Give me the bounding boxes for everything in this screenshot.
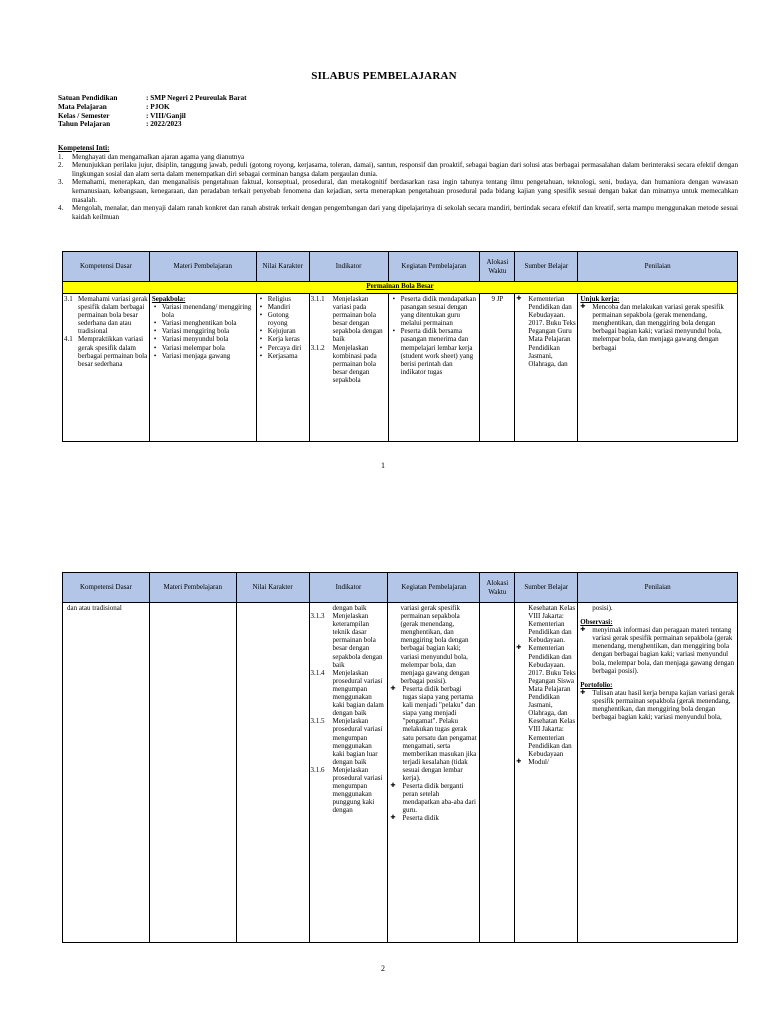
- meta-key: Kelas / Semester: [58, 110, 110, 120]
- sumber-continued: Kesehatan Kelas VIII Jakarta: Kementerian Pendidikan dan Kebudayaan.: [528, 604, 576, 645]
- numbered-item: [311, 717, 386, 766]
- item-number: 3.1.1: [310, 295, 325, 303]
- column-header: Alokasi Waktu: [480, 573, 515, 603]
- column-header: Penilaian: [578, 573, 738, 603]
- page-number: 1: [381, 461, 385, 470]
- ki-item: [58, 161, 738, 178]
- nilai-item: • Mandiri: [258, 303, 308, 311]
- column-header: Kegiatan Pembelajaran: [388, 252, 480, 282]
- ki-text: Menghayati dan mengamalkan ajaran agama yang dianutnya: [72, 152, 245, 161]
- kompetensi-inti: [58, 144, 738, 221]
- column-header: Materi Pembelajaran: [149, 573, 236, 603]
- column-header: Kegiatan Pembelajaran: [388, 573, 480, 603]
- nilai-item: • Gotong royong: [258, 311, 308, 327]
- meta-value: : 2022/2023: [146, 119, 182, 129]
- nilai-item: • Religius: [258, 295, 308, 303]
- item-text: Memahami variasi gerak spesifik dalam berbagai permainan bola besar sederhana dan atau tradisional: [78, 295, 148, 336]
- item-number: 3.1.5: [310, 717, 325, 726]
- column-header: Nilai Karakter: [256, 252, 309, 282]
- kegiatan-item: • Peserta didik mendapatkan pasangan sesuai dengan yang ditentukan guru melalui permainan: [391, 295, 478, 327]
- meta-row: [58, 120, 247, 129]
- numbered-item: [311, 669, 386, 718]
- ki-item: [58, 178, 738, 204]
- column-header: Kompetensi Dasar: [63, 252, 150, 282]
- item-number: 3.1: [64, 295, 73, 303]
- kd-continued: dan atau tradisional: [67, 604, 122, 612]
- penilaian-continued: posisi).: [592, 604, 613, 612]
- meta-key: Tahun Pelajaran: [58, 119, 111, 129]
- penilaian-heading: Unjuk kerja:: [580, 295, 620, 303]
- column-header: Materi Pembelajaran: [149, 252, 256, 282]
- portofolio-item: ✚ Tulisan atau hasil kerja berupa kajian variasi gerak spesifik permainan sepakbola (gerak menendang, menghentikan, dan menggiring bola dengan berbagai bagian kaki; variasi menyundul bola,: [580, 689, 735, 721]
- ki-text: Mengolah, menalar, dan menyaji dalam ranah konkret dan ranah abstrak terkait dengan pengembangan dari yang dipelajarinya di sekolah secara mandiri, bertindak secara efektif dan kreatif, serta mampu menggunakan metode sesuai kaidah keilmuan: [72, 204, 738, 221]
- column-header: Kompetensi Dasar: [63, 573, 150, 603]
- materi-item: • Variasi menghentikan bola: [152, 319, 255, 327]
- sumber-item: ✚ Modul/: [516, 758, 576, 766]
- numbered-item: [311, 295, 386, 344]
- column-header: Sumber Belajar: [515, 252, 578, 282]
- item-number: 3.1.2: [310, 343, 325, 352]
- ki-number: 4.: [58, 204, 64, 213]
- penilaian-item: ✚ Mencoba dan melakukan variasi gerak spesifik permainan sepakbola (gerak menendang, menghentikan, dan menggiring bola dengan berbagai bagian kaki; variasi menyundul bola, melempar bola, dan menjaga gawang dengan berbagai: [580, 303, 735, 352]
- observasi-item: ✚ menyimak informasi dan peragaan materi tentang variasi gerak spesifik permainan sepakbola (gerak menendang, menghentikan, dan menggiring bola dengan berbagai bagian kaki; variasi menyundul bola, melempar bola, dan menjaga gawang dengan berbagai posisi).: [580, 626, 735, 675]
- nilai-item: • Kerjasama: [258, 352, 308, 360]
- item-text: Menjelaskan keterampilan teknik dasar permainan bola besar dengan sepakbola dengan baik: [332, 612, 383, 669]
- syllabus-table-page-1: [62, 251, 738, 442]
- nilai-item: • Percaya diri: [258, 344, 308, 352]
- item-text: Menjelaskan variasi pada permainan bola besar dengan sepakbola dengan baik: [332, 295, 383, 344]
- alokasi-waktu: 9 JP: [491, 295, 504, 303]
- item-number: 4.1: [64, 335, 73, 344]
- ki-number: 1.: [58, 152, 64, 161]
- column-header: Indikator: [309, 252, 388, 282]
- materi-item: • Variasi menggiring bola: [152, 327, 255, 335]
- nilai-item: • Kerja keras: [258, 335, 308, 343]
- syllabus-table-page-2: [62, 572, 738, 943]
- numbered-item: [311, 766, 386, 815]
- item-text: Menjelaskan prosedural variasi mengumpan menggunakan punggung kaki dengan: [332, 765, 383, 815]
- ki-number: 2.: [58, 161, 64, 170]
- column-header: Indikator: [309, 573, 388, 603]
- numbered-item: [64, 335, 149, 367]
- item-number: 3.1.4: [310, 668, 325, 677]
- document-meta: [58, 94, 247, 129]
- observasi-heading: Observasi:: [580, 618, 613, 627]
- kegiatan-item: ✚ Peserta didik berganti peran setelah mendapatkan aba-aba dari guru.: [390, 782, 477, 814]
- column-header: Sumber Belajar: [515, 573, 578, 603]
- ki-text: Memahami, menerapkan, dan menganalisis pengetahuan faktual, konseptual, prosedural, dan metakognitif berdasarkan rasa ingin tahunya tentang ilmu pengetahuan, teknologi, seni, budaya, dan humaniora dengan wawasan kemanusiaan, kebangsaan, kenegaraan, dan peradaban terkait penyebab fenomena dan kejadian, serta menerapkan pengetahuan prosedural pada bidang kajian yang spesifik sesuai dengan bakat dan minatnya untuk memecahkan masalah.: [72, 178, 738, 204]
- sumber-item: ✚ Kementerian Pendidikan dan Kebudayaan. 2017. Buku Teks Pegangan Guru Mata Pelajaran Pendidikan Jasmani, Olahraga, dan: [516, 295, 576, 368]
- numbered-item: [64, 295, 149, 335]
- materi-heading: Sepakbola:: [151, 295, 186, 303]
- meta-key: Satuan Pendidikan: [58, 93, 118, 102]
- meta-value: : SMP Negeri 2 Peureulak Barat: [146, 93, 247, 102]
- page-number: 2: [381, 964, 385, 973]
- meta-key: Mata Pelajaran: [58, 101, 107, 111]
- ki-item: [58, 204, 738, 221]
- materi-item: • Variasi melempar bola: [152, 344, 255, 352]
- ki-number: 3.: [58, 178, 64, 187]
- kegiatan-continued: variasi gerak spesifik permainan sepakbola (gerak menendang, menghentikan, dan menggiring bola dengan berbagai bagian kaki; variasi menyundul bola, melempar bola, dan menjaga gawang dengan berbagai posisi).: [400, 604, 470, 685]
- materi-item: • Variasi menendang/ menggiring bola: [152, 303, 255, 319]
- kegiatan-item: ✚ Peserta didik berbagi tugas siapa yang pertama kali menjadi "pelaku" dan siapa yang menjadi "pengamat". Pelaku melakukan tugas gerak satu persatu dan pengamat mengamati, serta memberikan masukan jika terjadi kesalahan (tidak sesuai dengan lembar kerja).: [390, 685, 477, 782]
- indikator-continued: dengan baik: [332, 604, 367, 612]
- meta-value: : PJOK: [146, 101, 170, 111]
- ki-item: [58, 153, 738, 162]
- item-text: Menjelaskan prosedural variasi mengumpan menggunakan kaki bagian dalam dengan baik: [332, 668, 384, 718]
- item-text: Menjelaskan prosedural variasi mengumpan menggunakan kaki bagian luar dengan baik: [332, 717, 383, 766]
- numbered-item: [311, 344, 386, 384]
- kegiatan-item: • Peserta didik bersama pasangan menerima dan mempelajari lembar kerja (student work sheet) yang berisi perintah dan indikator tugas: [391, 327, 478, 376]
- item-text: Menjelaskan kombinasi pada permainan bola besar dengan sepakbola: [332, 343, 377, 384]
- item-number: 3.1.3: [310, 612, 325, 621]
- kompetensi-inti-heading: Kompetensi Inti:: [58, 144, 110, 152]
- nilai-item: • Kejujuran: [258, 327, 308, 335]
- sumber-item: ✚ Kementerian Pendidikan dan Kebudayaan. 2017. Buku Teks Pegangan Siswa Mata Pelajaran Pendidikan Jasmani, Olahraga, dan Kesehatan Kelas VIII Jakarta: Kementerian Pendidikan dan Kebudayaan: [516, 644, 576, 757]
- section-band: Permainan Bola Besar: [63, 282, 738, 294]
- page-title: SILABUS PEMBELAJARAN: [311, 70, 457, 82]
- item-text: Mempraktikkan variasi gerak spesifik dalam berbagai permainan bola besar sederhana: [78, 335, 148, 368]
- item-number: 3.1.6: [310, 765, 325, 774]
- column-header: Penilaian: [578, 252, 738, 282]
- materi-item: • Variasi menyundul bola: [152, 335, 255, 343]
- column-header: Nilai Karakter: [236, 573, 309, 603]
- numbered-item: [311, 612, 386, 669]
- portofolio-heading: Portofolio:: [580, 680, 613, 689]
- ki-text: Menunjukkan perilaku jujur, disiplin, tanggung jawab, peduli (gotong royong, kerjasama, toleran, damai), santun, responsif dan proaktif, sebagai bagian dari solusi atas berbagai permasalahan dalam berinteraksi secara efektif dengan lingkungan sosial dan alam serta dalam menempatkan diri sebagai cerminan bangsa dalam pergaulan dunia.: [72, 161, 738, 178]
- column-header: Alokasi Waktu: [480, 252, 515, 282]
- kegiatan-item: ✚ Peserta didik: [390, 814, 477, 822]
- materi-item: • Variasi menjaga gawang: [152, 352, 255, 360]
- meta-value: : VIII/Ganjil: [146, 110, 186, 120]
